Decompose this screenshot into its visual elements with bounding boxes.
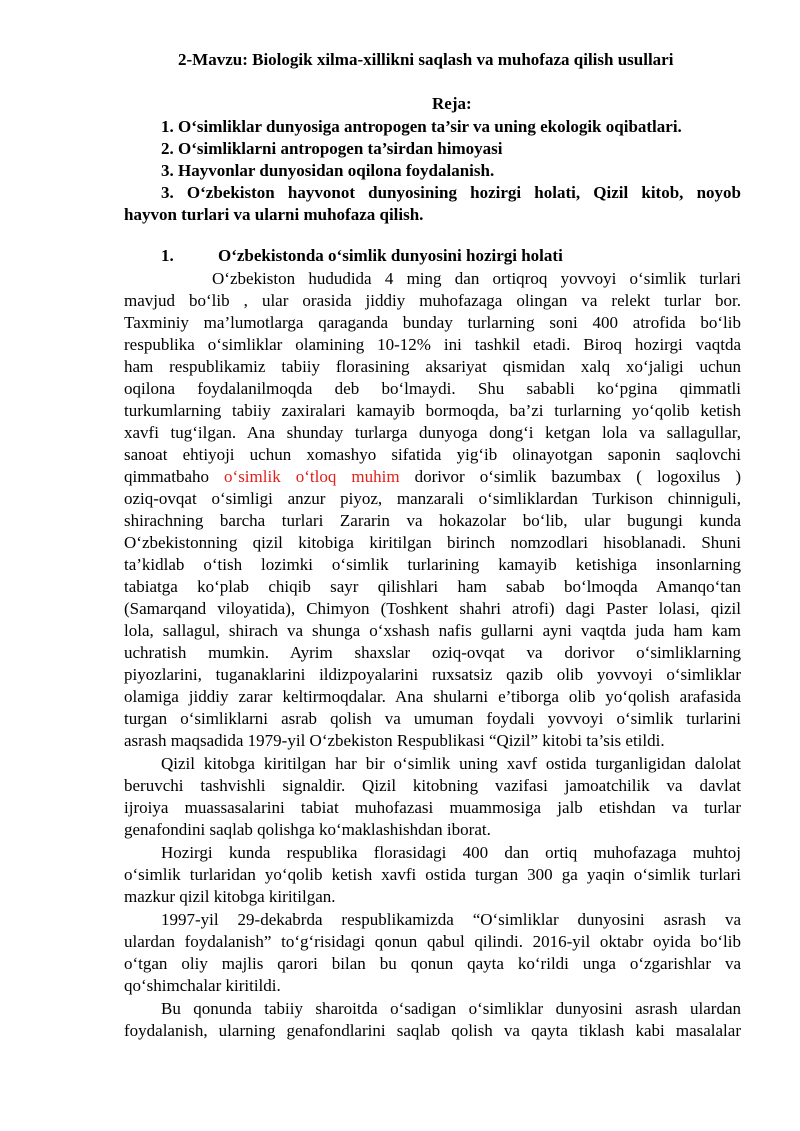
- text-line: turgan o‘simliklarni asrab qolish va umuman foydali yovvoyi o‘simlik turlarini: [124, 709, 741, 728]
- text-line: Taxminiy ma’lumotlarga qaraganda bunday turlarning soni 400 atrofida bo‘lib: [124, 313, 741, 332]
- text-line: ta’kidlab o‘tish lozimki o‘simlik turlarining kamayib ketishiga insonlarning: [124, 555, 741, 574]
- text-line: foydalanish, ularning genafondlarini saqlab qolish va qayta tiklash kabi masalalar: [124, 1021, 741, 1040]
- text-line: beruvchi tashvishli signaldir. Qizil kitobning vazifasi jamoatchilik va davlat: [124, 776, 741, 795]
- text-line: tabiatga ko‘plab chiqib sayr qilishlari ham sabab bo‘lmoqda Amanqo‘tan: [124, 577, 741, 596]
- plan-item: 3. Hayvonlar dunyosidan oqilona foydalanish.: [161, 161, 495, 180]
- text-line: 1997-yil 29-dekabrda respublikamizda “O‘simliklar dunyosini asrash va: [161, 910, 741, 929]
- text-line: uchratish mumkin. Ayrim shaxslar oziq-ovqat va dorivor o‘simliklarning: [124, 643, 741, 662]
- text-line: Qizil kitobga kiritilgan har bir o‘simlik uning xavf ostida turganligidan dalolat: [161, 754, 741, 773]
- plan-item-continuation: hayvon turlari va ularni muhofaza qilish.: [124, 205, 424, 224]
- text-line: (Samarqand viloyatida), Chimyon (Toshkent shahri atrofi) dagi Paster lolasi, qizil: [124, 599, 741, 618]
- text-line: olamiga jiddiy zarar keltirmoqdalar. Ana shularni e’tiborga olib yo‘qolish arafasida: [124, 687, 741, 706]
- text-line: respublika o‘simliklar olamining 10-12% ini tashkil etadi. Biroq hozirgi vaqtda: [124, 335, 741, 354]
- text-line: oziq-ovqat o‘simligi anzur piyoz, manzarali o‘simliklardan Turkison chinniguli,: [124, 489, 741, 508]
- plan-item: 1. O‘simliklar dunyosiga antropogen ta’sir va uning ekologik oqibatlari.: [161, 117, 682, 136]
- plan-item: 2. O‘simliklarni antropogen ta’sirdan himoyasi: [161, 139, 503, 158]
- text-line: turkumlarning tabiiy zaxiralari kamayib bormoqda, ba’zi turlarning yo‘qolib ketish: [124, 401, 741, 420]
- section-number: 1.: [161, 246, 174, 265]
- text-line: asrash maqsadida 1979-yil O‘zbekiston Respublikasi “Qizil” kitobi ta’sis etildi.: [124, 731, 665, 750]
- red-highlight-text: o‘simlik o‘tloq muhim: [224, 467, 400, 486]
- text-segment: qimmatbaho: [124, 467, 225, 486]
- plan-item: 3. O‘zbekiston hayvonot dunyosining hozirgi holati, Qizil kitob, noyob: [161, 183, 741, 202]
- text-line: O‘zbekiston hududida 4 ming dan ortiqroq yovvoyi o‘simlik turlari: [212, 269, 741, 288]
- text-line: shirachning barcha turlari Zararin va hokazolar bo‘lib, ular bugungi kunda: [124, 511, 741, 530]
- text-segment: dorivor o‘simlik bazumbax ( logoxilus ): [399, 467, 741, 486]
- text-line: sanoat ehtiyoji uchun xomashyo sifatida yig‘ib olinayotgan saponin saqlovchi: [124, 445, 741, 464]
- plan-heading: Reja:: [432, 94, 472, 113]
- text-line-highlighted: [124, 466, 741, 488]
- text-line: ham respublikamiz tabiiy florasining aksariyat qismidan xalq xo‘jaligi uchun: [124, 357, 741, 376]
- text-line: mavjud bo‘lib , ular orasida jiddiy muhofazaga olingan va relekt turlar bor.: [124, 291, 741, 310]
- text-line: Bu qonunda tabiiy sharoitda o‘sadigan o‘simliklar dunyosini asrash ulardan: [161, 999, 741, 1018]
- text-line: lola, sallagul, shirach va shunga o‘xshash nafis gullarni ayni vaqtda juda ham kam: [124, 621, 741, 640]
- text-line: Hozirgi kunda respublika florasidagi 400 dan ortiq muhofazaga muhtoj: [161, 843, 741, 862]
- text-line: ijroiya muassasalarini tabiat muhofazasi muammosiga jalb etishdan va turlar: [124, 798, 741, 817]
- section-heading: O‘zbekistonda o‘simlik dunyosini hozirgi holati: [218, 246, 563, 265]
- page-title: 2-Mavzu: Biologik xilma-xillikni saqlash va muhofaza qilish usullari: [178, 50, 674, 69]
- text-line: o‘simlik turlaridan yo‘qolib ketish xavfi ostida turgan 300 ga yaqin o‘simlik turlari: [124, 865, 741, 884]
- text-line: ulardan foydalanish” to‘g‘risidagi qonun qabul qilindi. 2016-yil oktabr oyida bo‘lib: [124, 932, 741, 951]
- text-line: O‘zbekistonning qizil kitobiga kiritilgan birinch nomzodlari hisoblanadi. Shuni: [124, 533, 741, 552]
- text-line: genafondini saqlab qolishga ko‘maklashishdan iborat.: [124, 820, 491, 839]
- text-line: xavfi tug‘ilgan. Ana shunday turlarga dunyoga dong‘i ketgan lola va sallagullar,: [124, 423, 741, 442]
- text-line: qo‘shimchalar kiritildi.: [124, 976, 281, 995]
- text-line: oqilona foydalanilmoqda deb bo‘lmaydi. Shu sababli ko‘pgina qimmatli: [124, 379, 741, 398]
- text-line: o‘tgan oliy majlis qarori bilan bu qonun qayta ko‘rildi unga o‘zgarishlar va: [124, 954, 741, 973]
- text-line: mazkur qizil kitobga kiritilgan.: [124, 887, 336, 906]
- text-line: piyozlarini, tuganaklarini ildizpoyalarini ruxsatsiz qazib olib yovvoyi o‘simliklar: [124, 665, 741, 684]
